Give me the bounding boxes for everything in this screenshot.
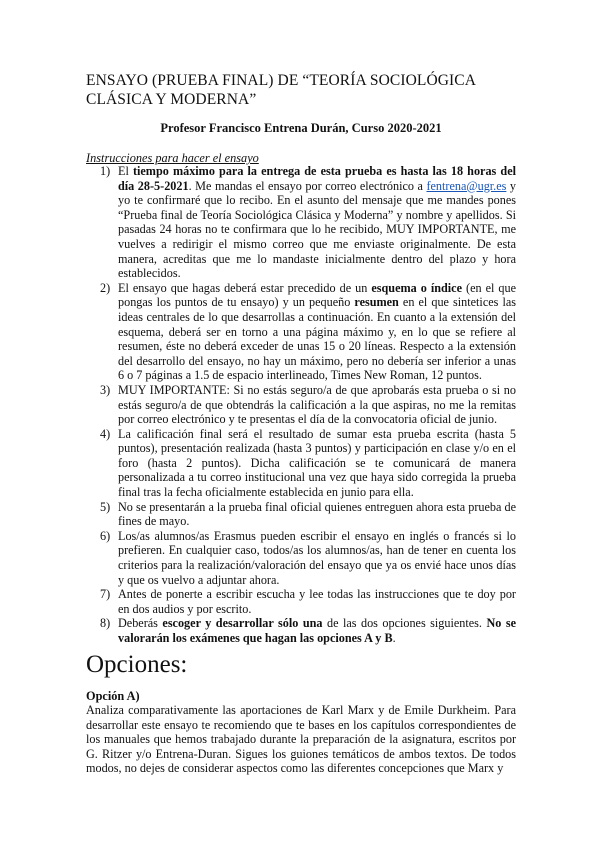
instruction-text: El xyxy=(118,164,133,178)
instruction-text: Los/as alumnos/as Erasmus pueden escribir el ensayo en inglés o francés si lo prefieren. En cualquier caso, todos/as los alumnos/as, han de tener en cuenta los criterios para la realización/valoración del ensayo que ya os envié hace unos días y que os vuelvo a adjuntar ahora. xyxy=(118,528,516,587)
instruction-item xyxy=(86,383,516,427)
instruction-bold-text: escoger y desarrollar sólo una xyxy=(162,616,323,631)
instruction-item xyxy=(86,281,516,383)
instructions-heading: Instrucciones para hacer el ensayo xyxy=(86,151,259,165)
instruction-bold-text: tiempo máximo para la entrega de esta prueba es hasta las 18 horas del día 28-5-2021 xyxy=(118,164,516,193)
instruction-text: No se presentarán a la prueba final oficial quienes entreguen ahora esta prueba de fines de mayo. xyxy=(118,499,516,529)
instruction-number: 2) xyxy=(100,280,111,295)
instruction-text: (en el que pongas los puntos de tu ensayo) y un pequeño xyxy=(118,280,516,310)
instruction-text: Deberás xyxy=(118,616,163,631)
instruction-bold-text: esquema o índice xyxy=(371,280,462,295)
instruction-number: 7) xyxy=(100,587,111,602)
instruction-number: 1) xyxy=(100,164,111,178)
instruction-text: . xyxy=(392,631,396,645)
instruction-item xyxy=(86,529,516,587)
document-title: ENSAYO (PRUEBA FINAL) DE “TEORÍA SOCIOLÓGICA CLÁSICA Y MODERNA” xyxy=(86,72,476,108)
instruction-number: 8) xyxy=(100,616,111,631)
instruction-text: . Me mandas el ensayo por correo electrónico a xyxy=(188,178,427,193)
instruction-text: de las dos opciones siguientes. xyxy=(322,616,487,631)
instruction-item xyxy=(86,500,516,529)
instruction-number: 3) xyxy=(100,382,111,397)
document-subtitle: Profesor Francisco Entrena Durán, Curso 2020-2021 xyxy=(160,121,442,135)
instruction-number: 6) xyxy=(100,528,111,543)
email-link[interactable]: fentrena@ugr.es xyxy=(426,178,507,193)
instruction-text: y yo te confirmaré que lo recibo. En el asunto del mensaje que me mandes pones “Prueba final de Teoría Sociológica Clásica y Moderna” y nombre y apellidos. Si pasadas 24 horas no te confirmara que lo he recibido, MUY IMPORTANTE, me vuelves a redirigir el mismo correo que me enviaste originalmente. De esta manera, acreditas que me lo mandaste inicialmente dentro del plazo y hora establecidos. xyxy=(118,178,517,281)
instruction-item xyxy=(86,164,516,281)
instruction-number: 5) xyxy=(100,499,111,514)
option-a-heading: Opción A) xyxy=(86,689,140,703)
instruction-item xyxy=(86,587,516,616)
instruction-text: La calificación final será el resultado de sumar esta prueba escrita (hasta 5 puntos), presentación realizada (hasta 3 puntos) y participación en clase y/o en el foro (hasta 2 puntos). Dicha calificación se te comunicará de manera personalizada a tu correo institucional una vez que haya sido corregida la prueba final tras la fecha oficialmente establecida en junio para ella. xyxy=(118,426,516,500)
instructions-list xyxy=(86,164,516,646)
instruction-number: 4) xyxy=(100,426,111,441)
instruction-text: Antes de ponerte a escribir escucha y lee todas las instrucciones que te doy por en dos audios y por escrito. xyxy=(118,587,516,616)
instruction-text: en el que sintetices las ideas centrales de lo que desarrollas a continuación. En cuanto a la extensión del esquema, deberá ser en torno a una página máximo y, en lo que se refiere al resumen, éste no deberá exceder de unas 15 o 20 líneas. Respecto a la extensión del desarrollo del ensayo, no hay un máximo, pero no debería ser inferior a unas 6 o 7 páginas a 1.5 de espacio interlineado, Times New Roman, 12 puntos. xyxy=(118,295,516,383)
options-heading: Opciones: xyxy=(86,651,188,678)
instruction-text: MUY IMPORTANTE: Si no estás seguro/a de que aprobarás esta prueba o si no estás seguro/a de que obtendrás la calificación a la que aspiras, no me la remitas por correo electrónico y te presentas el día de la convocatoria oficial de junio. xyxy=(118,382,516,427)
option-a-body: Analiza comparativamente las aportaciones de Karl Marx y de Emile Durkheim. Para desarrollar este ensayo te recomiendo que te bases en los capítulos correspondientes de los manuales que hemos trabajado durante la preparación de la asignatura, escritos por G. Ritzer y/o Entrena-Duran. Sigues los guiones temáticos de ambos textos. De todos modos, no dejes de considerar aspectos como las diferentes concepciones que Marx y xyxy=(86,703,516,776)
instruction-item xyxy=(86,616,516,645)
instruction-item xyxy=(86,427,516,500)
instruction-bold-text: No se valorarán los exámenes que hagan las opciones A y B xyxy=(118,616,516,645)
instruction-text: El ensayo que hagas deberá estar precedido de un xyxy=(118,280,372,295)
instruction-bold-text: resumen xyxy=(354,295,399,310)
